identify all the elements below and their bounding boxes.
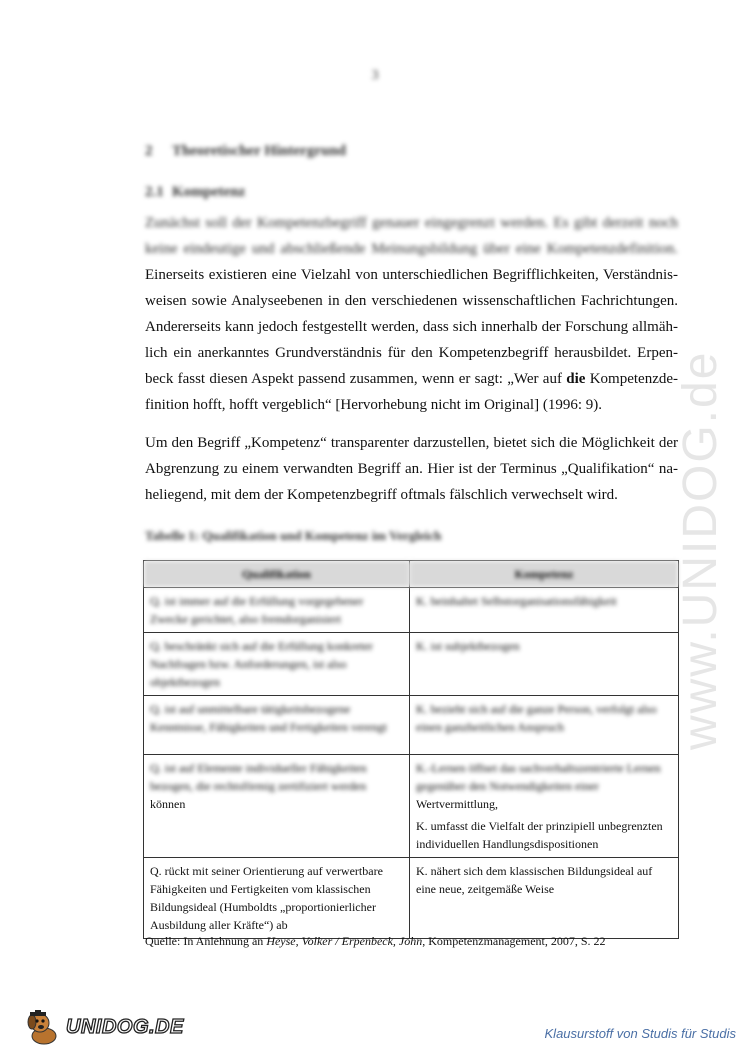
text-line: Zunächst soll der Kompetenzbegriff genauer eingegrenzt werden. Es gibt derzeit noch — [145, 215, 678, 231]
table-cell: K. beinhaltet Selbstorganisationsfähigkeit — [410, 588, 679, 633]
table-cell: K. nähert sich dem klassischen Bildungsideal auf eine neue, zeitgemäße Weise — [410, 858, 679, 939]
text-line: finition hofft, hofft vergeblich“ [Hervorhebung nicht im Original] (1996: 9). — [145, 397, 602, 413]
text-line: Andererseits kann jedoch festgestellt werden, dass sich innerhalb der Forschung allmäh- — [145, 319, 678, 335]
cell-text: Wertvermittlung, — [416, 797, 499, 811]
table-cell: Q. beschränkt sich auf die Erfüllung konkreter Nachfragen bzw. Anforderungen, ist also objektbezogen — [144, 633, 410, 696]
source-prefix: Quelle: In Anlehnung an — [145, 934, 267, 948]
quote-text: beck fasst diesen Aspekt passend zusammen, wenn er sagt: „Wer auf — [145, 371, 567, 387]
table-header-row — [144, 561, 679, 588]
table-row — [144, 633, 679, 696]
comparison-table — [143, 560, 679, 939]
column-header-kompetenz: Kompetenz — [410, 561, 679, 588]
quote-text-end: Kompetenzde- — [585, 371, 679, 387]
watermark — [655, 250, 735, 770]
table-source — [145, 934, 606, 949]
source-authors: Heyse, Volker / Erpenbeck, John — [266, 934, 423, 948]
table-row — [144, 858, 679, 939]
table-row — [144, 696, 679, 755]
source-suffix: , Kompetenzmanagement, 2007, S. 22 — [422, 934, 606, 948]
text-line: heliegend, mit dem der Kompetenzbegriff oftmals fälschlich verwechselt wird. — [145, 487, 618, 503]
table-cell: Q. rückt mit seiner Orientierung auf verwertbare Fähigkeiten und Fertigkeiten vom klassischen Bildungsideal (Humboldts „proportionierlicher Ausbildung aller Kräfte“) ab — [144, 858, 410, 939]
table-row — [144, 755, 679, 858]
section-number: 2 — [145, 143, 153, 159]
blurred-cell-text: Q. ist auf Elemente individueller Fähigkeiten bezogen, die rechtsförmig zertifiziert werden — [150, 761, 367, 793]
paragraph-2 — [145, 430, 678, 508]
emphasis: die — [566, 371, 586, 387]
unidog-logo — [22, 1010, 184, 1046]
table-cell — [144, 755, 410, 858]
dog-icon — [22, 1010, 66, 1046]
section-heading — [145, 143, 346, 160]
subsection-title: Kompetenz — [172, 184, 246, 200]
table-cell: K. ist subjektbezogen — [410, 633, 679, 696]
subsection-heading — [145, 184, 245, 201]
footer-slogan: Klausurstoff von Studis für Studis — [544, 1026, 736, 1041]
text-line: Um den Begriff „Kompetenz“ transparenter darzustellen, bietet sich die Möglichkeit der — [145, 435, 678, 451]
page-number: 3 — [371, 68, 379, 83]
table-caption: Tabelle 1: Qualifikation und Kompetenz im Vergleich — [145, 528, 442, 543]
section-title: Theoretischer Hintergrund — [172, 143, 347, 159]
column-header-qualifikation: Qualifikation — [144, 561, 410, 588]
watermark-text: www.UNIDOG.de — [674, 350, 727, 750]
text-line: keine eindeutige und abschließende Meinungsbildung über eine Kompetenzdefinition. — [145, 241, 678, 257]
text-line: Abgrenzung zu einem verwandten Begriff an. Hier ist der Terminus „Qualifikation“ na- — [145, 461, 678, 477]
table-cell: Q. ist auf unmittelbare tätigkeitsbezogene Kenntnisse, Fähigkeiten und Fertigkeiten verengt — [144, 696, 410, 755]
table-cell: K. bezieht sich auf die ganze Person, verfolgt also einen ganzheitlichen Anspruch — [410, 696, 679, 755]
cell-text: K. umfasst die Vielfalt der prinzipiell unbegrenzten individuellen Handlungsdispositionen — [416, 819, 663, 851]
text-line: lich ein anerkanntes Grundverständnis für den Kompetenzbegriff herausbildet. Erpen- — [145, 345, 678, 361]
table-cell: Q. ist immer auf die Erfüllung vorgegebener Zwecke gerichtet, also fremdorganisiert — [144, 588, 410, 633]
text-line: weisen sowie Analyseebenen in den verschiedenen wissenschaftlichen Fachrichtungen. — [145, 293, 678, 309]
table-row — [144, 588, 679, 633]
text-line: Einerseits existieren eine Vielzahl von unterschiedlichen Begrifflichkeiten, Verständnis- — [145, 267, 678, 283]
cell-text: können — [150, 797, 186, 811]
table-cell — [410, 755, 679, 858]
paragraph-1 — [145, 210, 678, 418]
logo-text: UNIDOG.DE — [66, 1016, 184, 1038]
blurred-cell-text: K.-Lernen öffnet das sachverhaltszentrierte Lernen gegenüber den Notwendigkeiten einer — [416, 761, 661, 793]
subsection-number: 2.1 — [145, 184, 164, 200]
quote-line — [145, 366, 678, 392]
